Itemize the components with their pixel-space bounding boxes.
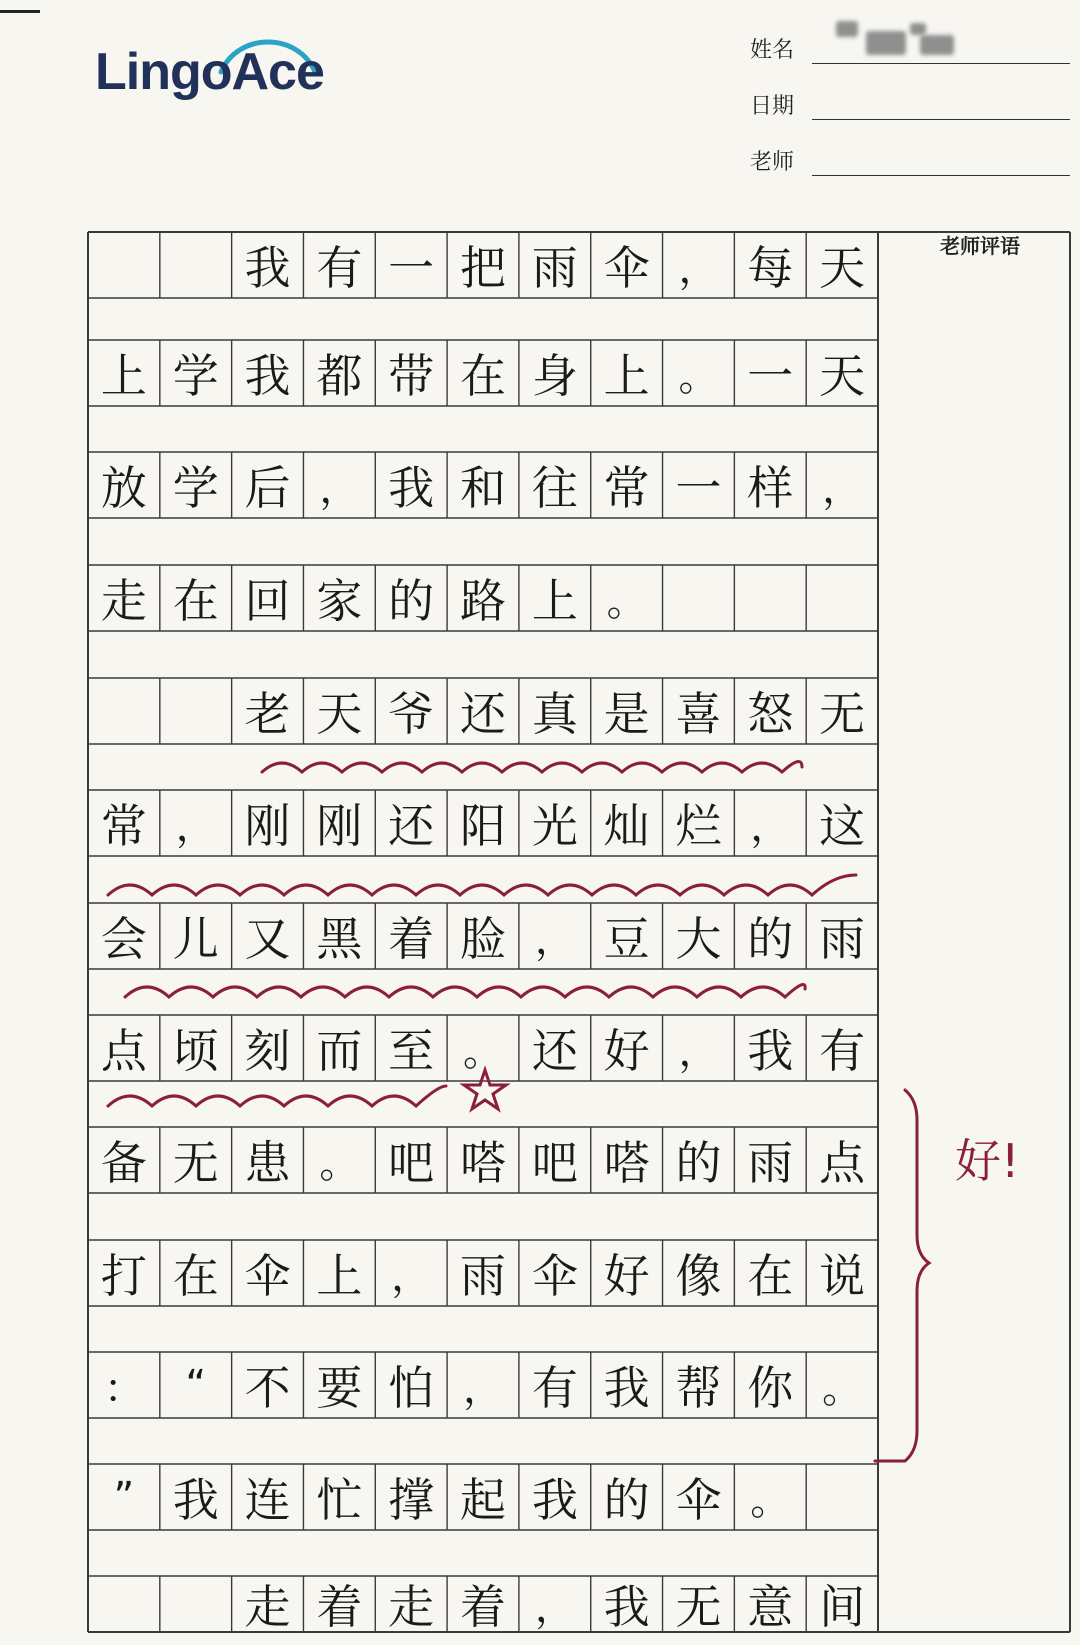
essay-character: ， [534,1584,575,1631]
essay-character: 走 [100,574,147,628]
essay-character: ， [175,803,216,850]
essay-character: 爷 [388,687,435,741]
essay-character: 身 [531,349,578,403]
essay-character: 间 [819,1580,866,1634]
essay-character: 有 [316,241,363,295]
essay-character: 撑 [388,1473,435,1527]
essay-character: 好 [603,1249,650,1303]
essay-character: 是 [603,687,650,741]
wavy-underline [262,762,802,772]
essay-character: 。 [678,353,719,400]
essay-character: 在 [459,349,506,403]
essay-character: 阳 [459,799,506,853]
essay-character: 。 [750,1477,791,1524]
essay-character: 的 [603,1473,650,1527]
essay-character: 走 [388,1580,435,1634]
essay-character: 常 [100,799,147,853]
essay-character: 烂 [675,799,722,853]
essay-character: 还 [388,799,435,853]
wavy-underline [108,875,856,895]
essay-character: 家 [316,574,363,628]
essay-character: 上 [603,349,650,403]
essay-character: 儿 [172,912,219,966]
comment-heading: 老师评语 [940,234,1020,258]
date-label: 日期 [750,94,795,119]
essay-character: 忙 [316,1473,363,1527]
essay-character: 好 [603,1024,650,1078]
essay-character: 刚 [244,799,291,853]
essay-character: ， [822,465,863,512]
essay-character: 点 [819,1136,866,1190]
essay-character: 雨 [531,241,578,295]
essay-character: 上 [316,1249,363,1303]
essay-character: 点 [100,1024,147,1078]
essay-character: 天 [819,241,866,295]
essay-character: 雨 [747,1136,794,1190]
essay-character: 嗒 [459,1136,506,1190]
essay-character: 这 [819,799,866,853]
teacher-row [750,146,1070,180]
essay-character: 还 [531,1024,578,1078]
essay-character: 我 [388,461,435,515]
essay-character: 而 [316,1024,363,1078]
lingoace-logo [95,30,335,110]
essay-character: 后 [244,461,291,515]
essay-character: 不 [244,1361,291,1415]
essay-character: 上 [531,574,578,628]
empty-cell [807,1465,877,1529]
essay-character: 伞 [531,1249,578,1303]
essay-character: 我 [244,349,291,403]
essay-character: ， [391,1253,432,1300]
logo-text: LingoAce [95,43,324,101]
essay-character: 豆 [603,912,650,966]
name-redaction [830,17,970,57]
essay-character: 患 [244,1136,291,1190]
essay-character: 伞 [675,1473,722,1527]
essay-character: ， [678,1028,719,1075]
essay-character: 备 [100,1136,147,1190]
essay-character: 意 [747,1580,794,1634]
essay-character: 常 [603,461,650,515]
essay-character: 我 [531,1473,578,1527]
essay-character: 和 [459,461,506,515]
essay-character: 往 [531,461,578,515]
essay-character: ： [103,1365,144,1412]
essay-character: 上 [100,349,147,403]
essay-character: 放 [100,461,147,515]
essay-character: 学 [172,461,219,515]
essay-character: 会 [100,912,147,966]
name-line [812,63,1070,64]
essay-character: 我 [172,1473,219,1527]
essay-character: 每 [747,241,794,295]
essay-character: 一 [675,461,722,515]
essay-character: 脸 [459,912,506,966]
essay-character: 一 [388,241,435,295]
essay-character: 怒 [747,687,794,741]
essay-character: ， [678,245,719,292]
essay-character: 帮 [675,1361,722,1415]
essay-character: ， [750,803,791,850]
date-row [750,90,1070,124]
corner-mark [0,10,40,13]
essay-character: 天 [316,687,363,741]
teacher-label: 老师 [750,150,795,175]
essay-character: 像 [675,1249,722,1303]
essay-character: 喜 [675,687,722,741]
comment-brace [875,1090,929,1461]
essay-character: 无 [675,1580,722,1634]
essay-character: ， [462,1365,503,1412]
essay-character: 。 [606,578,647,625]
essay-character: 大 [675,912,722,966]
essay-character: 回 [244,574,291,628]
essay-character: 都 [316,349,363,403]
empty-cell [161,233,231,297]
essay-character: 的 [675,1136,722,1190]
date-line [812,119,1070,120]
essay-character: 学 [172,349,219,403]
essay-character: 刚 [316,799,363,853]
essay-character: 黑 [316,912,363,966]
essay-character: 还 [459,687,506,741]
essay-character: 起 [459,1473,506,1527]
essay-character: 光 [531,799,578,853]
essay-character: 老 [244,687,291,741]
empty-cell [664,566,734,630]
wavy-underline [108,1086,446,1106]
empty-cell [735,566,805,630]
essay-character: 连 [244,1473,291,1527]
essay-character: 雨 [459,1249,506,1303]
essay-character: 一 [747,349,794,403]
essay-character: 我 [747,1024,794,1078]
empty-cell [161,1577,231,1631]
essay-character: ” [113,1474,135,1520]
essay-character: 嗒 [603,1136,650,1190]
essay-character: 在 [172,1249,219,1303]
essay-character: 顷 [172,1024,219,1078]
essay-character: 。 [462,1028,503,1075]
essay-character: 着 [388,912,435,966]
essay-character: 有 [531,1361,578,1415]
essay-character: 怕 [388,1361,435,1415]
essay-character: ， [534,916,575,963]
empty-cell [89,233,159,297]
essay-character: 我 [603,1361,650,1415]
essay-character: 样 [747,461,794,515]
essay-character: 我 [603,1580,650,1634]
essay-character: 的 [747,912,794,966]
essay-character: 又 [244,912,291,966]
essay-character: 至 [388,1024,435,1078]
essay-character: 天 [819,349,866,403]
essay-character: 着 [459,1580,506,1634]
essay-character: ， [319,465,360,512]
essay-character: 无 [819,687,866,741]
wavy-underline [125,985,805,998]
empty-cell [89,679,159,743]
teacher-comment: 好! [955,1134,1020,1188]
essay-character: 说 [819,1249,866,1303]
essay-character: 有 [819,1024,866,1078]
essay-character: 吧 [388,1136,435,1190]
essay-character: 伞 [244,1249,291,1303]
essay-character: 在 [172,574,219,628]
essay-character: 雨 [819,912,866,966]
essay-character: 走 [244,1580,291,1634]
empty-cell [807,566,877,630]
essay-character: 真 [531,687,578,741]
essay-character: 我 [244,241,291,295]
empty-cell [161,679,231,743]
essay-character: 。 [822,1365,863,1412]
essay-character: 把 [459,241,506,295]
essay-character: 你 [747,1361,794,1415]
essay-character: 无 [172,1136,219,1190]
essay-character: 带 [388,349,435,403]
essay-character: 路 [459,574,506,628]
teacher-line [812,175,1070,176]
essay-character: 的 [388,574,435,628]
essay-character: 伞 [603,241,650,295]
essay-character: 。 [319,1140,360,1187]
essay-character: 在 [747,1249,794,1303]
essay-character: 吧 [531,1136,578,1190]
essay-character: 刻 [244,1024,291,1078]
essay-character: “ [185,1362,207,1408]
essay-character: 打 [100,1249,147,1303]
essay-character: 着 [316,1580,363,1634]
essay-character: 要 [316,1361,363,1415]
empty-cell [89,1577,159,1631]
name-label: 姓名 [750,38,795,63]
essay-character: 灿 [603,799,650,853]
